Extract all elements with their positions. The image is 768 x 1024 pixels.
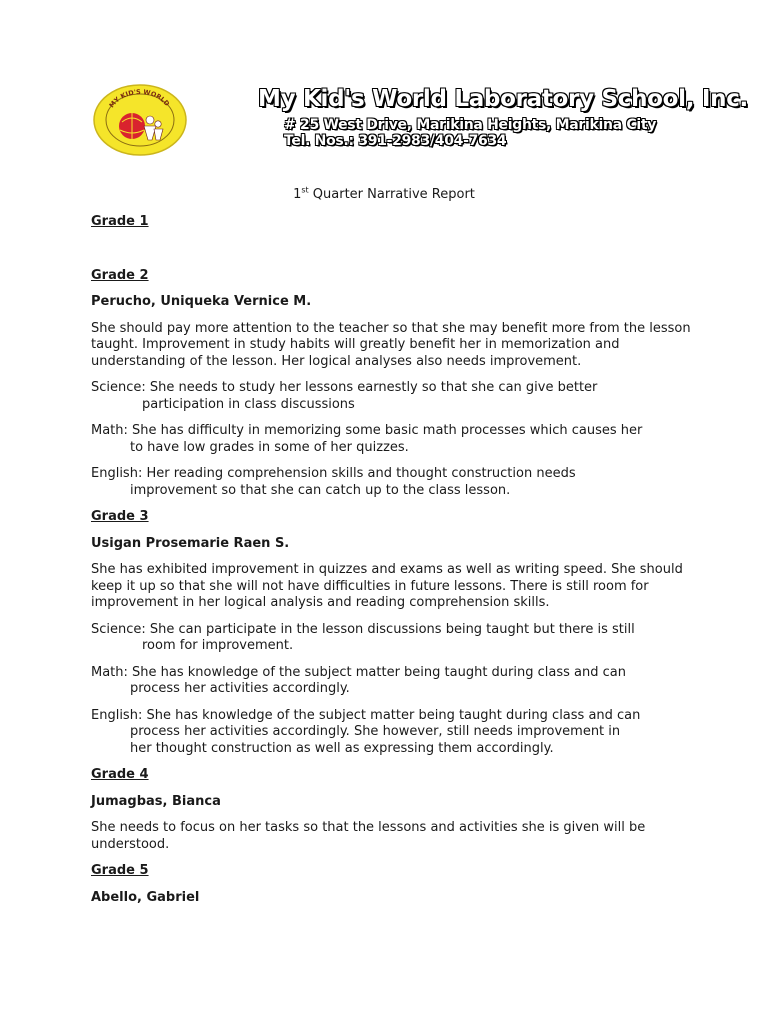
grade-2-science [91, 380, 691, 413]
grade-3-summary: She has exhibited improvement in quizzes and exams as well as writing speed. She should keep it up so that she will not have difficulties in future lessons. There is still room for improvement in her logical analysis and reading comprehension skills. [91, 562, 683, 610]
grade-5-student-name: Abello, Gabriel [91, 889, 200, 905]
grade-3-student-name: Usigan Prosemarie Raen S. [91, 535, 290, 551]
grade-3-english-line-2: process her activities accordingly. She however, still needs improvement in [130, 724, 621, 739]
grade-3-science-line-2: room for improvement. [142, 638, 294, 653]
logo-text: MY KID'S WORLD [107, 87, 172, 110]
grade-3-science [91, 622, 691, 655]
grade-2-math [91, 423, 691, 456]
grade-1-heading: Grade 1 [91, 214, 149, 229]
grade-2-english-line-2: improvement so that she can catch up to the class lesson. [130, 482, 511, 498]
grade-2-heading: Grade 2 [91, 267, 149, 283]
grade-2-student-name: Perucho, Uniqueka Vernice M. [91, 294, 312, 309]
grade-4-student-name: Jumagbas, Bianca [91, 793, 221, 809]
grade-3-math-line-1: Math: She has knowledge of the subject matter being taught during class and can [91, 664, 626, 680]
grade-3-science-line-1: Science: She can participate in the lesson discussions being taught but there is still [91, 621, 635, 637]
empty-section-gap [91, 241, 691, 268]
grade-3-math-line-2: process her activities accordingly. [130, 681, 350, 696]
grade-2-english [91, 466, 691, 499]
grade-2-summary: She should pay more attention to the teacher so that she may benefit more from the lesson taught. Improvement in study habits will greatly benefit her in memorization and understanding of the lesson. Her logical analyses also needs improvement. [91, 320, 691, 369]
grade-3-english-line-3: her thought construction as well as expressing them accordingly. [130, 740, 554, 756]
grade-5-heading: Grade 5 [91, 863, 149, 878]
grade-2-science-line-2: participation in class discussions [142, 396, 355, 412]
grade-3-english-line-1: English: She has knowledge of the subject matter being taught during class and can [91, 707, 641, 723]
school-logo [92, 84, 188, 156]
grade-3-heading: Grade 3 [91, 509, 149, 524]
report-title-number: 1 [293, 187, 302, 202]
grade-3-math [91, 665, 691, 698]
school-address: # 25 West Drive, Marikina Heights, Marikina City [284, 117, 657, 133]
grade-2-science-line-1: Science: She needs to study her lessons earnestly so that she can give better [91, 380, 598, 395]
school-name: My Kid's World Laboratory School, Inc. [258, 86, 748, 112]
report-title-ordinal: st [301, 185, 309, 195]
grade-2-math-line-2: to have low grades in some of her quizzes. [130, 439, 409, 455]
report-body [91, 214, 691, 916]
grade-4-heading: Grade 4 [91, 767, 149, 782]
report-title-text: Quarter Narrative Report [308, 187, 475, 202]
report-title [0, 187, 768, 202]
grade-3-english [91, 708, 691, 758]
grade-2-english-line-1: English: Her reading comprehension skills and thought construction needs [91, 466, 576, 481]
school-phone: Tel. Nos.: 391-2983/404-7634 [284, 133, 507, 149]
grade-4-summary: She needs to focus on her tasks so that the lessons and activities she is given will be understood. [91, 820, 646, 852]
grade-2-math-line-1: Math: She has difficulty in memorizing some basic math processes which causes her [91, 423, 643, 438]
